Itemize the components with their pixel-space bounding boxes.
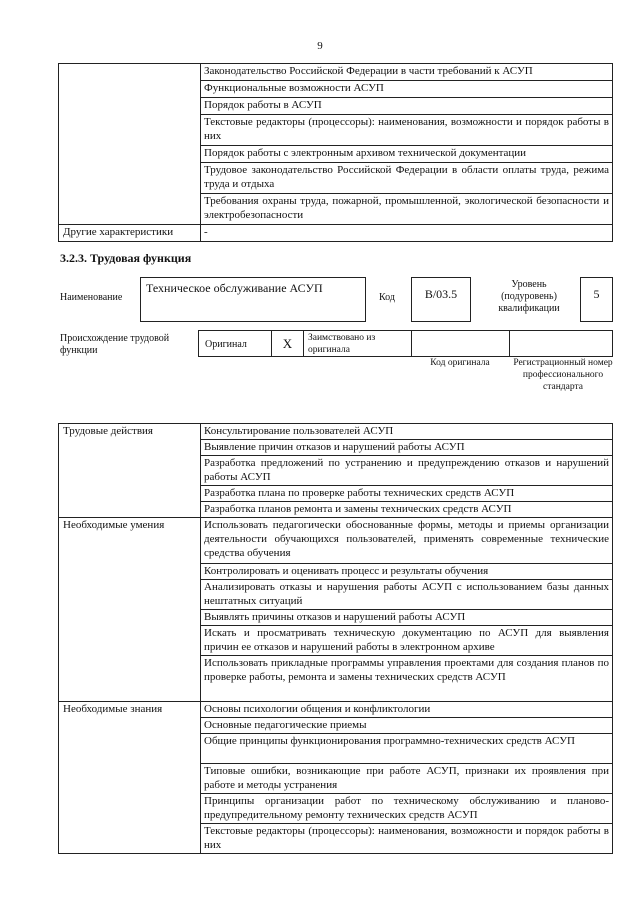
skill-item: Выявлять причины отказов и нарушений работы АСУП: [201, 610, 613, 626]
original-label: Оригинал: [205, 339, 247, 350]
top-table-row: Законодательство Российской Федерации в части требований к АСУП: [201, 64, 613, 81]
action-item: Разработка планов ремонта и замены технических средств АСУП: [201, 502, 613, 518]
knowledge-item: Типовые ошибки, возникающие при работе АСУП, признаки их проявления при работе и методы устранения: [201, 764, 613, 794]
skill-item: Искать и просматривать техническую документацию по АСУП для выявления причин ее отказов и нарушений работы в электронном архиве: [201, 626, 613, 656]
top-table-empty-cell: [59, 64, 201, 225]
top-table-row: Функциональные возможности АСУП: [201, 81, 613, 98]
labor-function-table: [58, 423, 613, 854]
knowledge-item: Основные педагогические приемы: [201, 718, 613, 734]
action-item: Консультирование пользователей АСУП: [201, 424, 613, 440]
other-characteristics-label: Другие характеристики: [59, 225, 201, 242]
knowledge-item: Принципы организации работ по техническому обслуживанию и планово-предупредительному ремонту технических средств АСУП: [201, 794, 613, 824]
action-item: Разработка предложений по устранению и предупреждению отказов и нарушений работы АСУП: [201, 456, 613, 486]
knowledge-label: Необходимые знания: [59, 702, 201, 854]
name-value-box: Техническое обслуживание АСУП: [140, 277, 366, 322]
code-original-label: Код оригинала: [430, 358, 490, 368]
knowledge-item: Текстовые редакторы (процессоры): наименования, возможности и порядок работы в них: [201, 824, 613, 854]
action-item: Выявление причин отказов и нарушений работы АСУП: [201, 440, 613, 456]
other-characteristics-value: -: [201, 225, 613, 242]
action-item: Разработка плана по проверке работы технических средств АСУП: [201, 486, 613, 502]
level-value-box: 5: [580, 277, 613, 322]
level-label: Уровень (подуровень) квалификации: [498, 279, 560, 314]
skills-label: Необходимые умения: [59, 518, 201, 702]
borrowed-label: Заимствовано из оригинала: [308, 333, 376, 355]
knowledge-item: Общие принципы функционирования программно-технических средств АСУП: [201, 734, 613, 764]
skill-item: Анализировать отказы и нарушения работы АСУП с использованием базы данных нештатных ситуаций: [201, 580, 613, 610]
top-table-row: Требования охраны труда, пожарной, промышленной, экологической безопасности и электробезопасности: [201, 194, 613, 225]
code-value-box: B/03.5: [411, 277, 471, 322]
name-label: Наименование: [60, 292, 123, 303]
actions-label: Трудовые действия: [59, 424, 201, 518]
reg-number-label: Регистрационный номер профессионального стандарта: [513, 358, 613, 392]
section-title: 3.2.3. Трудовая функция: [60, 251, 192, 265]
skill-item: Контролировать и оценивать процесс и результаты обучения: [201, 564, 613, 580]
top-table-row: Трудовое законодательство Российской Федерации в области оплаты труда, режима труда и отдыха: [201, 163, 613, 194]
page-number: 9: [317, 40, 323, 52]
top-table-row: Текстовые редакторы (процессоры): наименования, возможности и порядок работы в них: [201, 115, 613, 146]
origin-divider: [303, 330, 304, 357]
origin-divider: [411, 330, 412, 357]
knowledge-item: Основы психологии общения и конфликтологии: [201, 702, 613, 718]
top-table-row: Порядок работы в АСУП: [201, 98, 613, 115]
original-mark: X: [282, 336, 293, 351]
origin-divider: [509, 330, 510, 357]
origin-label: Происхождение трудовой функции: [60, 333, 170, 356]
skill-item: Использовать педагогически обоснованные формы, методы и приемы организации деятельности обучающихся пользователей, применять современные технические средства обучения: [201, 518, 613, 564]
skill-item: Использовать прикладные программы управления проектами для создания планов по проверке работы, ремонта и замены технических средств АСУП: [201, 656, 613, 702]
top-table-row: Порядок работы с электронным архивом технической документации: [201, 146, 613, 163]
code-label: Код: [379, 292, 395, 303]
top-knowledge-table: [58, 63, 613, 242]
